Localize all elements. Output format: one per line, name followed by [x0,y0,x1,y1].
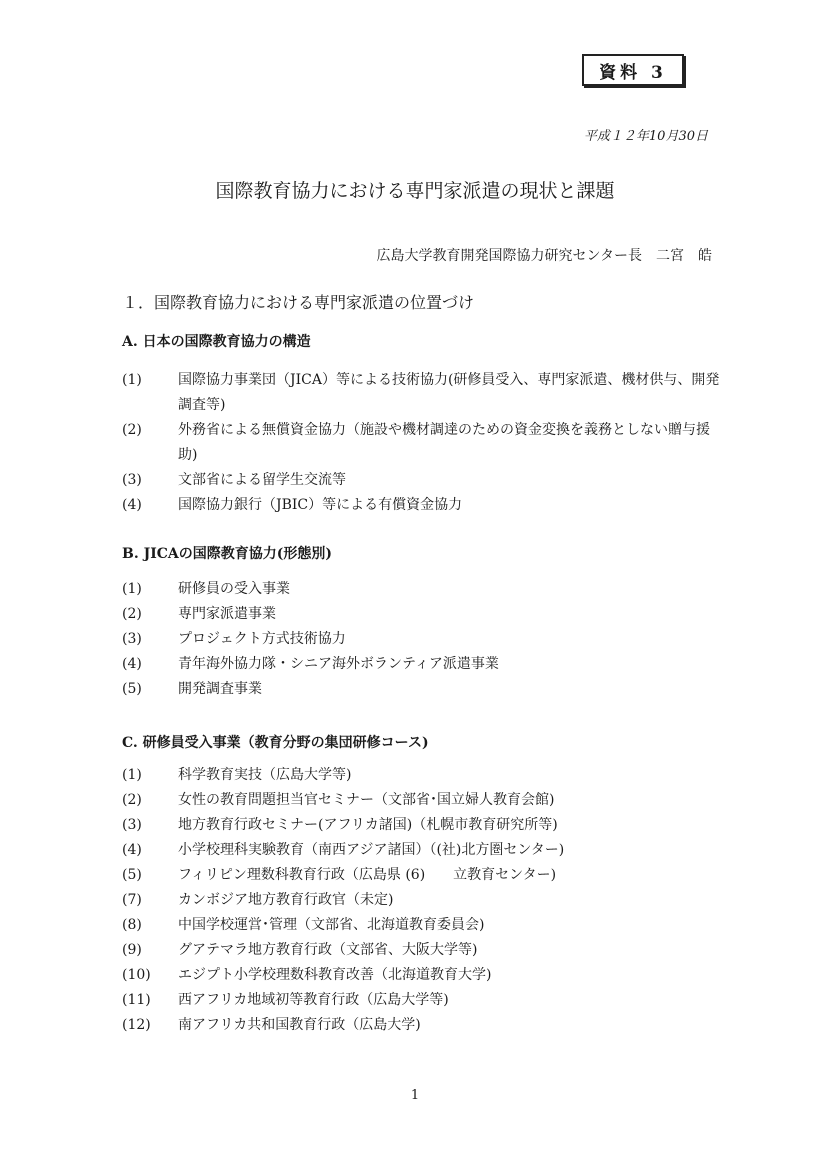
section-1-heading: １．国際教育協力における専門家派遣の位置づけ [122,293,475,312]
page-number: 1 [410,1088,420,1103]
list-item-number: (2) [122,606,142,622]
list-item-number: (2) [122,422,142,438]
list-item-number: (1) [122,581,142,597]
document-title: 国際教育協力における専門家派遣の現状と課題 [215,180,615,202]
list-item-number: (4) [122,842,142,858]
list-item [122,468,722,493]
list-item [122,788,722,813]
list-item-number: (12) [122,1017,151,1033]
list-item [122,913,722,938]
list-item [122,677,722,702]
list-item [122,368,722,418]
list-item [122,938,722,963]
list-item-number: (4) [122,656,142,672]
list-item-number: (8) [122,917,142,933]
list-item-text: 文部省による留学生交流等 [178,472,346,488]
list-item [122,813,722,838]
list-item [122,577,722,602]
list-item-number: (4) [122,497,142,513]
list-item-number: (3) [122,817,142,833]
list-item [122,602,722,627]
list-item [122,1013,722,1038]
list-item-number: (9) [122,942,142,958]
list-item-text: 青年海外協力隊・シニア海外ボランティア派遣事業 [178,656,499,672]
list-item-text: プロジェクト方式技術協力 [178,631,346,647]
list-item-text: グアテマラ地方教育行政（文部省、大阪大学等) [178,942,478,958]
list-item-number: (11) [122,992,151,1008]
list-item-number: (1) [122,767,142,783]
list-item-number: (2) [122,792,142,808]
list-item-text: 南アフリカ共和国教育行政（広島大学) [178,1017,421,1033]
list-item-text: 開発調査事業 [178,681,262,697]
list-item [122,988,722,1013]
list-item-number: (5) [122,681,142,697]
list-item-text: 地方教育行政セミナー(アフリカ諸国)（札幌市教育研究所等) [178,817,558,833]
list-item-text: カンボジア地方教育行政官（未定) [178,892,394,908]
list-item-number: (3) [122,472,142,488]
list-item-number: (7) [122,892,142,908]
document-author: 広島大学教育開発国際協力研究センター長 二宮 皓 [376,248,712,264]
list-item-text: 西アフリカ地域初等教育行政（広島大学等) [178,992,449,1008]
list-item-text: 小学校理科実験教育（南西アジア諸国）（(社)北方圏センター) [178,842,565,858]
list-item [122,763,722,788]
subsection-b-heading: B. JICAの国際教育協力(形態別) [122,546,333,562]
list-item [122,963,722,988]
list-item-text: 女性の教育問題担当官セミナー（文部省･国立婦人教育会館) [178,792,555,808]
document-date: 平成１２年10月30日 [583,129,708,144]
list-item-text: エジプト小学校理数科教育改善（北海道教育大学) [178,967,492,983]
list-item [122,838,722,863]
list-item [122,888,722,913]
list-item [122,627,722,652]
list-item-text: 外務省による無償資金協力（施設や機材調達のための資金変換を義務としない贈与援助) [178,422,710,463]
subsection-b-list [122,577,722,702]
document-label-box [582,54,684,86]
list-item-text: フィリピン理数科教育行政（広島県 (6) 立教育センター) [178,867,557,883]
document-label: 資料 3 [599,62,667,83]
list-item-text: 研修員の受入事業 [178,581,290,597]
list-item-text: 専門家派遣事業 [178,606,276,622]
list-item [122,493,722,518]
subsection-c-list [122,763,722,1038]
list-item [122,863,722,888]
list-item [122,418,722,468]
list-item-number: (1) [122,372,142,388]
list-item-number: (3) [122,631,142,647]
subsection-a-list [122,368,722,518]
list-item-text: 中国学校運営･管理（文部省、北海道教育委員会) [178,917,485,933]
list-item-text: 国際協力事業団（JICA）等による技術協力(研修員受入、専門家派遣、機材供与、開発調査等) [178,372,720,413]
list-item-text: 科学教育実技（広島大学等) [178,767,352,783]
list-item-number: (10) [122,967,151,983]
list-item-text: 国際協力銀行（JBIC）等による有償資金協力 [178,497,463,513]
list-item [122,652,722,677]
list-item-number: (5) [122,867,142,883]
subsection-c-heading: C. 研修員受入事業（教育分野の集団研修コース) [122,735,429,751]
subsection-a-heading: A. 日本の国際教育協力の構造 [122,334,311,350]
